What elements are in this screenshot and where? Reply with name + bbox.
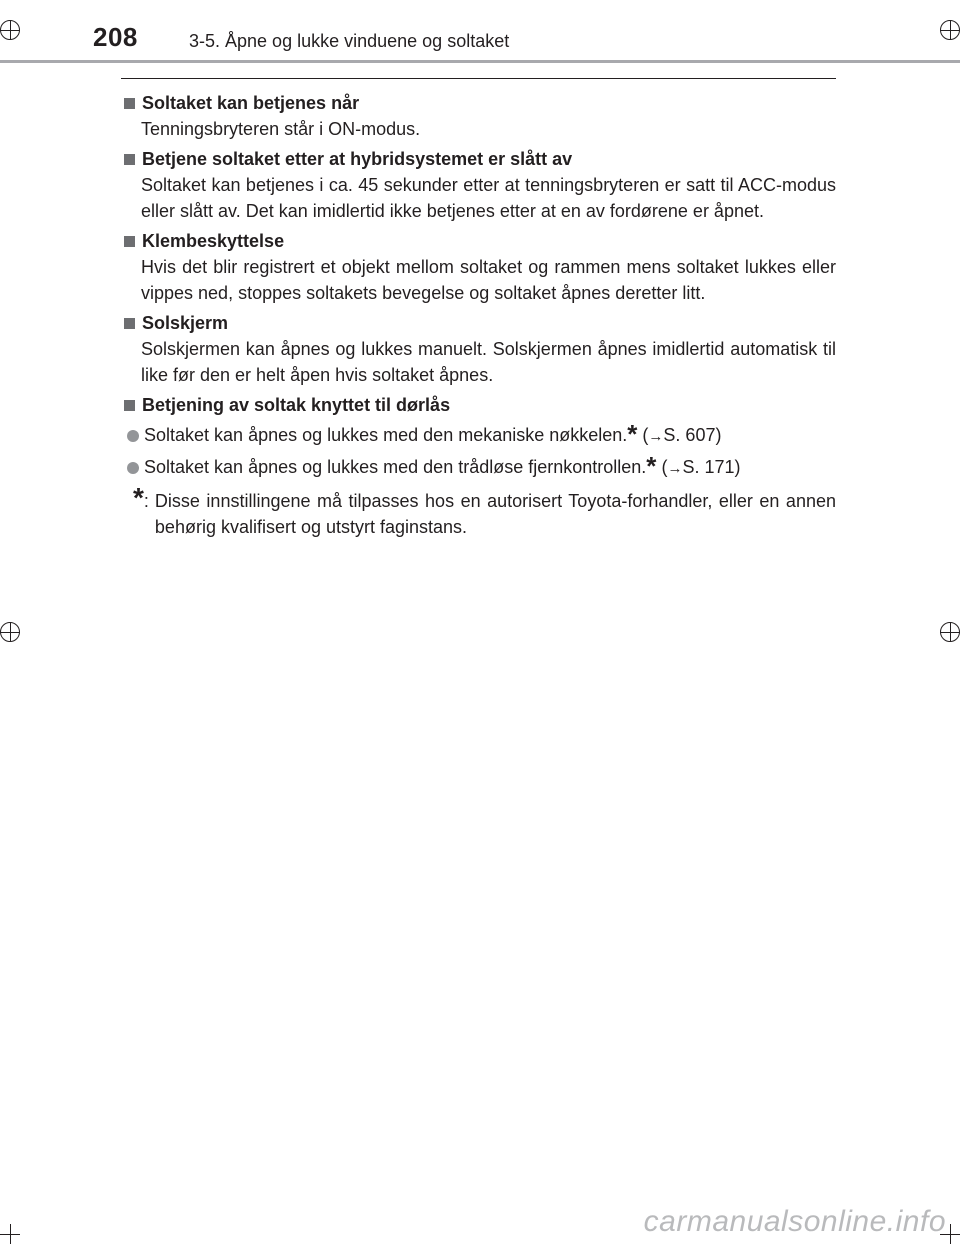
page-ref-open: ( xyxy=(661,457,668,477)
page-ref-open: ( xyxy=(642,425,649,445)
footnote-mark: * xyxy=(627,419,638,449)
page-number: 208 xyxy=(93,22,138,52)
square-bullet-icon xyxy=(124,154,135,165)
crop-mark xyxy=(0,20,20,40)
section-sunshade xyxy=(121,310,836,388)
section-text: Hvis det blir registrert et objekt mellom soltaket og rammen mens soltaket lukkes eller vippes ned, stoppes soltakets bevegelse og soltaket åpnes deretter litt. xyxy=(141,257,836,303)
circle-bullet-icon xyxy=(127,430,139,442)
watermark: carmanualsonline.info xyxy=(643,1205,946,1238)
crop-mark xyxy=(10,1224,11,1244)
main-content xyxy=(121,90,836,540)
square-bullet-icon xyxy=(124,98,135,109)
section-door-lock-linked xyxy=(121,392,836,482)
footnote-text: Disse innstillingene må tilpasses hos en autorisert Toyota-forhandler, eller en annen behørig kvalifisert og utstyrt faginstans. xyxy=(154,491,836,537)
section-operation-conditions xyxy=(121,90,836,142)
section-heading: Solskjerm xyxy=(142,313,229,333)
section-heading: Betjening av soltak knyttet til dørlås xyxy=(142,395,451,415)
section-text: Soltaket kan betjenes i ca. 45 sekunder etter at tenningsbryteren er satt til ACC-modus eller slått av. Det kan imidlertid ikke betjenes etter at en av fordørene er åpnet. xyxy=(141,175,836,221)
arrow-icon: → xyxy=(667,460,683,477)
content-rule xyxy=(121,78,836,79)
footnote-mark: * xyxy=(133,482,144,513)
list-item xyxy=(127,451,836,482)
footnote xyxy=(121,482,836,540)
section-heading: Klembeskyttelse xyxy=(142,231,285,251)
square-bullet-icon xyxy=(124,318,135,329)
list-item-text: Soltaket kan åpnes og lukkes med den mekaniske nøkkelen. xyxy=(144,425,628,445)
section-after-hybrid-off xyxy=(121,146,836,224)
section-jam-protection xyxy=(121,228,836,306)
square-bullet-icon xyxy=(124,400,135,411)
page-ref: S. 607) xyxy=(663,425,722,445)
section-heading: Soltaket kan betjenes når xyxy=(142,93,360,113)
crop-mark xyxy=(0,622,20,642)
list-item xyxy=(127,419,836,450)
section-text: Solskjermen kan åpnes og lukkes manuelt. Solskjermen åpnes imidlertid automatisk til like før den er helt åpen hvis soltaket åpnes. xyxy=(141,339,836,385)
chapter-title: 3-5. Åpne og lukke vinduene og soltaket xyxy=(189,31,510,51)
square-bullet-icon xyxy=(124,236,135,247)
section-heading: Betjene soltaket etter at hybridsystemet er slått av xyxy=(142,149,573,169)
crop-mark xyxy=(950,1224,951,1244)
arrow-icon: → xyxy=(648,428,664,445)
circle-bullet-icon xyxy=(127,462,139,474)
footnote-colon: : xyxy=(143,491,149,511)
header-rule xyxy=(0,60,960,63)
footnote-mark: * xyxy=(646,451,657,481)
crop-mark xyxy=(940,622,960,642)
list-item-text: Soltaket kan åpnes og lukkes med den trådløse fjernkontrollen. xyxy=(144,457,647,477)
section-text: Tenningsbryteren står i ON-modus. xyxy=(141,119,421,139)
page-ref: S. 171) xyxy=(682,457,741,477)
crop-mark xyxy=(940,20,960,40)
